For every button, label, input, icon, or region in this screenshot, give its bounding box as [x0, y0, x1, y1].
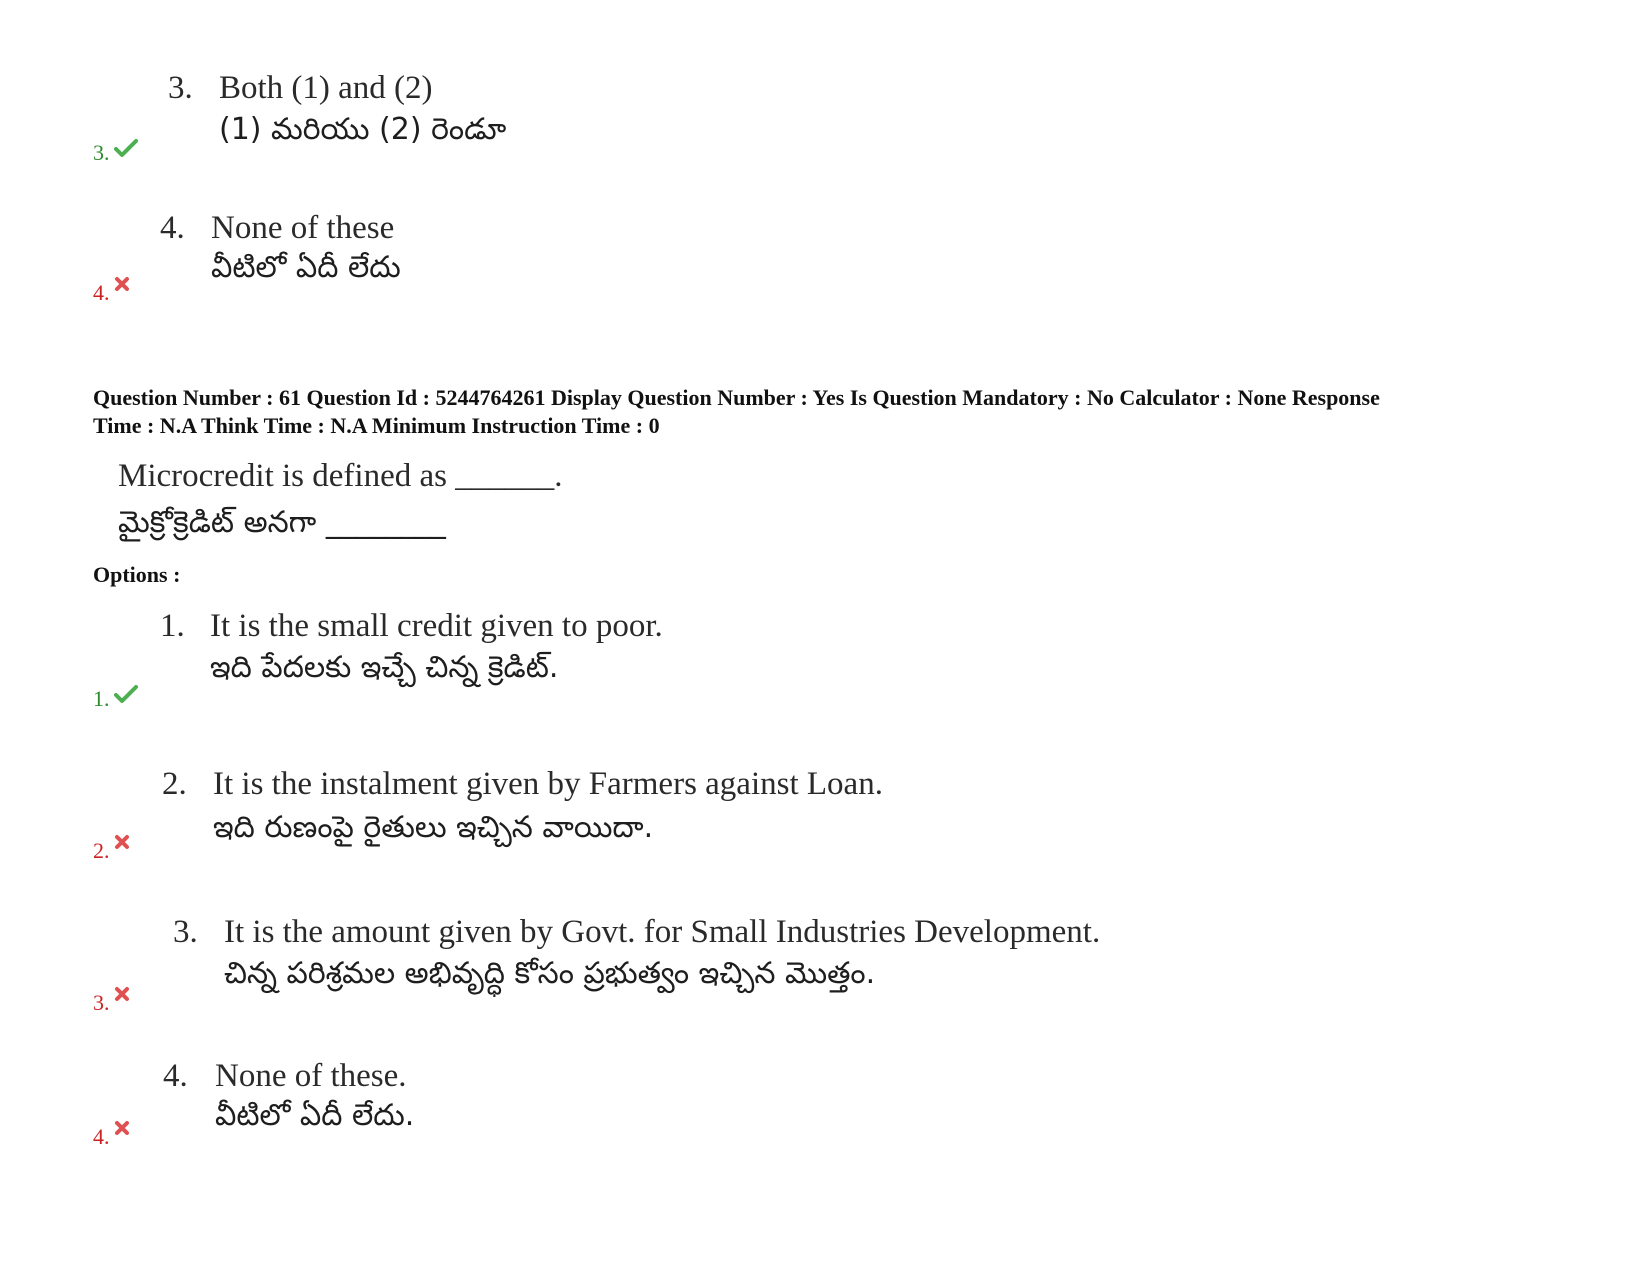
option-text-english: Both (1) and (2) [219, 70, 433, 106]
check-icon [114, 138, 138, 158]
option-text-english: None of these. [215, 1058, 407, 1094]
option-number: 4. [163, 1058, 188, 1094]
cross-icon [114, 276, 130, 292]
option-number: 4. [160, 210, 185, 246]
option-text-english: None of these [211, 210, 395, 246]
option-text-telugu: ఇది రుణంపై రైతులు ఇచ్చిన వాయిదా. [213, 810, 654, 845]
question-metadata [93, 384, 1380, 440]
option-number: 2. [162, 766, 187, 802]
option-text-telugu: (1) మరియు (2) రెండూ [219, 112, 507, 147]
options-label: Options : [93, 562, 181, 587]
answer-marker-wrong [93, 838, 130, 864]
answer-marker-correct [93, 686, 138, 712]
option-text-english: It is the amount given by Govt. for Small Industries Development. [224, 914, 1101, 950]
option-number: 1. [160, 608, 185, 644]
answer-marker-wrong [93, 990, 130, 1016]
marker-number: 2. [93, 838, 110, 863]
cross-icon [114, 834, 130, 850]
question-metadata-line-1: Question Number : 61 Question Id : 5244764261 Display Question Number : Yes Is Question Mandatory : No Calculator : None Response [93, 385, 1380, 410]
option-text-telugu: చిన్న పరిశ్రమల అభివృద్ధి కోసం ప్రభుత్వం ఇచ్చిన మొత్తం. [224, 956, 876, 991]
cross-icon [114, 1120, 130, 1136]
question-metadata-line-2: Time : N.A Think Time : N.A Minimum Instruction Time : 0 [93, 413, 660, 438]
check-icon [114, 684, 138, 704]
marker-number: 3. [93, 140, 110, 165]
question-text-telugu: మైక్రోక్రెడిట్ అనగా ________ [118, 505, 446, 540]
marker-number: 4. [93, 1124, 110, 1149]
question-text-english: Microcredit is defined as ______. [118, 458, 563, 494]
marker-number: 3. [93, 990, 110, 1015]
marker-number: 1. [93, 686, 110, 711]
option-number: 3. [173, 914, 198, 950]
answer-marker-wrong [93, 280, 130, 306]
option-text-telugu: ఇది పేదలకు ఇచ్చే చిన్న క్రెడిట్. [210, 650, 559, 685]
cross-icon [114, 986, 130, 1002]
option-text-telugu: వీటిలో ఏదీ లేదు. [215, 1098, 415, 1133]
option-text-english: It is the small credit given to poor. [210, 608, 663, 644]
option-text-english: It is the instalment given by Farmers against Loan. [213, 766, 883, 802]
option-text-telugu: వీటిలో ఏదీ లేదు [211, 250, 401, 285]
marker-number: 4. [93, 280, 110, 305]
answer-marker-correct [93, 140, 138, 166]
option-number: 3. [168, 70, 193, 106]
answer-marker-wrong [93, 1124, 130, 1150]
